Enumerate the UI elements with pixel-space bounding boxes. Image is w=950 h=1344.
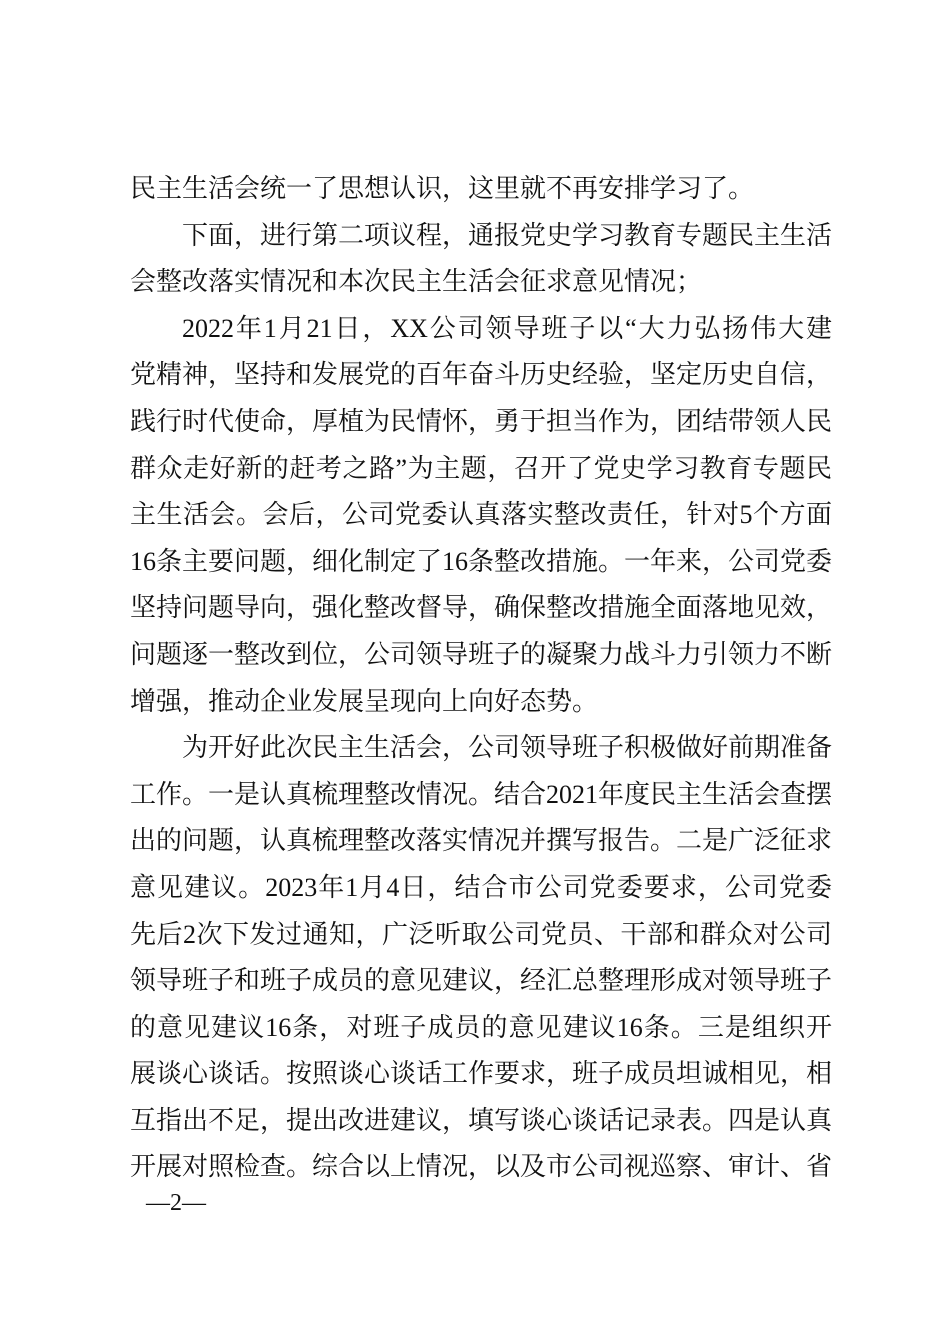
page-number: —2—: [146, 1190, 206, 1216]
text-line: 会整改落实情况和本次民主生活会征求意见情况；: [130, 267, 703, 297]
text-line: 展谈心谈话。按照谈心谈话工作要求，班子成员坦诚相见，相: [130, 1059, 833, 1089]
text-line: 工作。一是认真梳理整改情况。结合2021年度民主生活会查摆: [130, 779, 833, 809]
text-line: 主生活会。会后，公司党委认真落实整改责任，针对5个方面: [130, 500, 832, 530]
text-line: 出的问题，认真梳理整改落实情况并撰写报告。二是广泛征求: [130, 826, 833, 856]
text-line: 互指出不足，提出改进建议，填写谈心谈话记录表。四是认真: [130, 1105, 833, 1135]
text-line: 下面，进行第二项议程，通报党史学习教育专题民主生活: [182, 220, 833, 250]
text-line: 16条主要问题，细化制定了16条整改措施。一年来，公司党委: [130, 546, 833, 576]
text-line: 增强，推动企业发展呈现向上向好态势。: [130, 686, 599, 716]
text-line: 群众走好新的赶考之路”为主题，召开了党史学习教育专题民: [130, 453, 832, 483]
text-line: 问题逐一整改到位，公司领导班子的凝聚力战斗力引领力不断: [130, 639, 833, 669]
text-line: 为开好此次民主生活会，公司领导班子积极做好前期准备: [182, 733, 833, 763]
text-line: 的意见建议16条，对班子成员的意见建议16条。三是组织开: [130, 1012, 832, 1042]
text-line: 开展对照检查。综合以上情况，以及市公司视巡察、审计、省: [130, 1152, 833, 1182]
text-line: 先后2次下发过通知，广泛听取公司党员、干部和群众对公司: [130, 919, 832, 949]
text-line: 坚持问题导向，强化整改督导，确保整改措施全面落地见效，: [130, 593, 833, 623]
text-line: 2022年1月21日，XX公司领导班子以“大力弘扬伟大建: [182, 313, 832, 343]
text-line: 践行时代使命，厚植为民情怀，勇于担当作为，团结带领人民: [130, 406, 833, 436]
text-line: 意见建议。2023年1月4日，结合市公司党委要求，公司党委: [130, 872, 832, 902]
text-line: 民主生活会统一了思想认识，这里就不再安排学习了。: [130, 174, 755, 203]
text-line: 党精神，坚持和发展党的百年奋斗历史经验，坚定历史自信，: [130, 360, 833, 390]
document-body: [130, 166, 832, 1191]
text-line: 领导班子和班子成员的意见建议，经汇总整理形成对领导班子: [130, 966, 833, 996]
